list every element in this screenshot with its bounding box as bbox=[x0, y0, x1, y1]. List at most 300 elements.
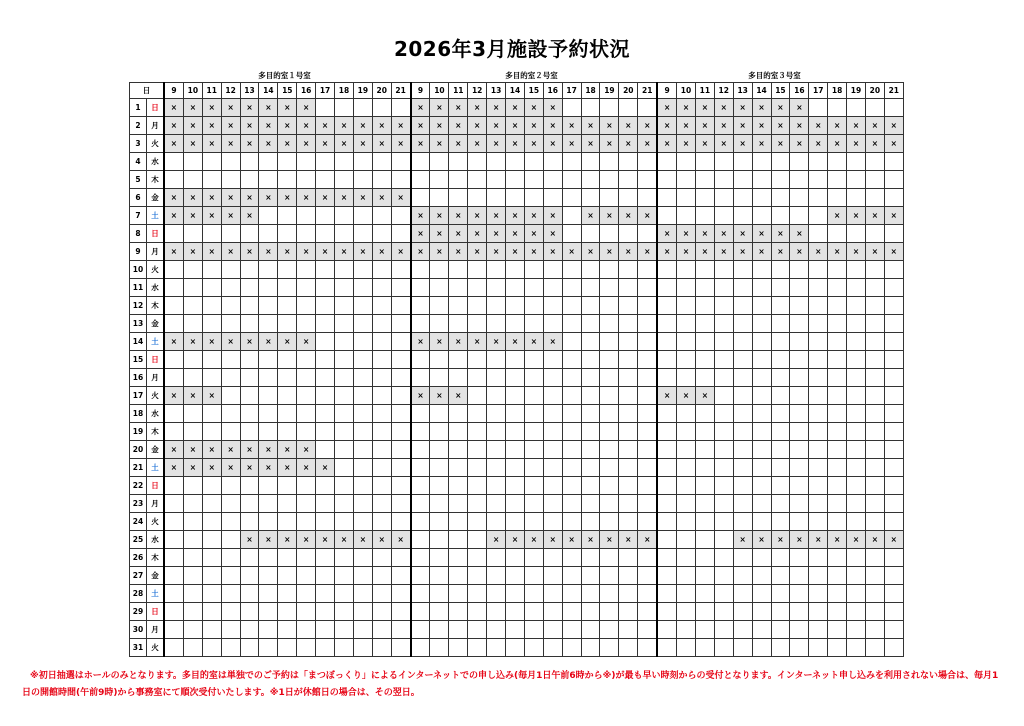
day-of-week: 火 bbox=[147, 135, 165, 153]
booked-slot: × bbox=[752, 99, 771, 117]
open-slot bbox=[752, 549, 771, 567]
open-slot bbox=[411, 351, 430, 369]
open-slot bbox=[335, 477, 354, 495]
booked-slot: × bbox=[771, 225, 790, 243]
day-number: 30 bbox=[130, 621, 147, 639]
open-slot bbox=[202, 513, 221, 531]
open-slot bbox=[543, 315, 562, 333]
booked-slot: × bbox=[430, 207, 449, 225]
open-slot bbox=[884, 477, 903, 495]
open-slot bbox=[752, 459, 771, 477]
open-slot bbox=[430, 369, 449, 387]
booked-slot: × bbox=[468, 243, 487, 261]
open-slot bbox=[847, 99, 866, 117]
day-header: 日 bbox=[130, 83, 165, 99]
open-slot bbox=[411, 171, 430, 189]
booked-slot: × bbox=[259, 333, 278, 351]
open-slot bbox=[733, 423, 752, 441]
day-of-week: 日 bbox=[147, 351, 165, 369]
open-slot bbox=[278, 207, 297, 225]
open-slot bbox=[164, 261, 183, 279]
table-row bbox=[130, 531, 904, 549]
open-slot bbox=[847, 279, 866, 297]
open-slot bbox=[411, 441, 430, 459]
booked-slot: × bbox=[733, 117, 752, 135]
open-slot bbox=[677, 459, 696, 477]
open-slot bbox=[581, 261, 600, 279]
open-slot bbox=[449, 639, 468, 657]
open-slot bbox=[221, 279, 240, 297]
open-slot bbox=[221, 225, 240, 243]
open-slot bbox=[391, 387, 410, 405]
open-slot bbox=[847, 153, 866, 171]
open-slot bbox=[316, 567, 335, 585]
open-slot bbox=[790, 603, 809, 621]
booked-slot: × bbox=[411, 99, 430, 117]
open-slot bbox=[752, 171, 771, 189]
open-slot bbox=[543, 189, 562, 207]
open-slot bbox=[543, 621, 562, 639]
booked-slot: × bbox=[449, 99, 468, 117]
open-slot bbox=[449, 279, 468, 297]
open-slot bbox=[638, 351, 657, 369]
open-slot bbox=[468, 621, 487, 639]
booked-slot: × bbox=[221, 207, 240, 225]
open-slot bbox=[164, 153, 183, 171]
open-slot bbox=[809, 369, 828, 387]
open-slot bbox=[487, 279, 506, 297]
open-slot bbox=[372, 477, 391, 495]
open-slot bbox=[581, 279, 600, 297]
open-slot bbox=[259, 549, 278, 567]
open-slot bbox=[752, 387, 771, 405]
booked-slot: × bbox=[695, 117, 714, 135]
booked-slot: × bbox=[278, 99, 297, 117]
booked-slot: × bbox=[524, 333, 543, 351]
booked-slot: × bbox=[202, 333, 221, 351]
booked-slot: × bbox=[809, 243, 828, 261]
open-slot bbox=[733, 585, 752, 603]
open-slot bbox=[619, 621, 638, 639]
open-slot bbox=[164, 639, 183, 657]
open-slot bbox=[865, 405, 884, 423]
open-slot bbox=[297, 297, 316, 315]
open-slot bbox=[657, 549, 676, 567]
open-slot bbox=[657, 567, 676, 585]
booked-slot: × bbox=[240, 135, 259, 153]
open-slot bbox=[411, 369, 430, 387]
booked-slot: × bbox=[202, 459, 221, 477]
booked-slot: × bbox=[562, 135, 581, 153]
open-slot bbox=[372, 315, 391, 333]
open-slot bbox=[316, 369, 335, 387]
table-row bbox=[130, 333, 904, 351]
booked-slot: × bbox=[202, 387, 221, 405]
open-slot bbox=[391, 153, 410, 171]
booked-slot: × bbox=[372, 135, 391, 153]
open-slot bbox=[600, 369, 619, 387]
open-slot bbox=[297, 315, 316, 333]
open-slot bbox=[372, 549, 391, 567]
open-slot bbox=[316, 153, 335, 171]
open-slot bbox=[847, 423, 866, 441]
open-slot bbox=[240, 621, 259, 639]
open-slot bbox=[733, 441, 752, 459]
booked-slot: × bbox=[335, 117, 354, 135]
open-slot bbox=[619, 225, 638, 243]
booked-slot: × bbox=[657, 99, 676, 117]
open-slot bbox=[695, 153, 714, 171]
open-slot bbox=[316, 549, 335, 567]
open-slot bbox=[278, 495, 297, 513]
open-slot bbox=[278, 423, 297, 441]
day-of-week: 水 bbox=[147, 153, 165, 171]
booked-slot: × bbox=[677, 135, 696, 153]
open-slot bbox=[353, 549, 372, 567]
day-of-week: 月 bbox=[147, 495, 165, 513]
open-slot bbox=[847, 333, 866, 351]
open-slot bbox=[562, 333, 581, 351]
open-slot bbox=[411, 189, 430, 207]
open-slot bbox=[714, 603, 733, 621]
open-slot bbox=[884, 603, 903, 621]
open-slot bbox=[468, 369, 487, 387]
open-slot bbox=[771, 477, 790, 495]
open-slot bbox=[391, 621, 410, 639]
open-slot bbox=[600, 423, 619, 441]
open-slot bbox=[790, 279, 809, 297]
booked-slot: × bbox=[733, 99, 752, 117]
open-slot bbox=[809, 459, 828, 477]
open-slot bbox=[657, 531, 676, 549]
day-number: 23 bbox=[130, 495, 147, 513]
booked-slot: × bbox=[790, 117, 809, 135]
day-of-week: 金 bbox=[147, 441, 165, 459]
day-number: 11 bbox=[130, 279, 147, 297]
open-slot bbox=[221, 567, 240, 585]
table-row bbox=[130, 243, 904, 261]
booked-slot: × bbox=[714, 243, 733, 261]
open-slot bbox=[714, 153, 733, 171]
booked-slot: × bbox=[411, 117, 430, 135]
open-slot bbox=[884, 549, 903, 567]
open-slot bbox=[449, 549, 468, 567]
open-slot bbox=[714, 621, 733, 639]
table-row bbox=[130, 387, 904, 405]
open-slot bbox=[562, 459, 581, 477]
open-slot bbox=[600, 405, 619, 423]
open-slot bbox=[809, 603, 828, 621]
table-row bbox=[130, 477, 904, 495]
open-slot bbox=[677, 279, 696, 297]
open-slot bbox=[600, 99, 619, 117]
open-slot bbox=[771, 639, 790, 657]
hour-header: 20 bbox=[865, 83, 884, 99]
open-slot bbox=[468, 189, 487, 207]
open-slot bbox=[581, 189, 600, 207]
day-of-week: 土 bbox=[147, 459, 165, 477]
booked-slot: × bbox=[524, 243, 543, 261]
open-slot bbox=[372, 351, 391, 369]
open-slot bbox=[884, 351, 903, 369]
open-slot bbox=[847, 567, 866, 585]
open-slot bbox=[828, 171, 847, 189]
booked-slot: × bbox=[372, 117, 391, 135]
open-slot bbox=[828, 387, 847, 405]
booked-slot: × bbox=[752, 225, 771, 243]
open-slot bbox=[752, 207, 771, 225]
booked-slot: × bbox=[297, 243, 316, 261]
open-slot bbox=[524, 567, 543, 585]
open-slot bbox=[543, 639, 562, 657]
open-slot bbox=[714, 495, 733, 513]
open-slot bbox=[411, 531, 430, 549]
booked-slot: × bbox=[164, 333, 183, 351]
open-slot bbox=[297, 585, 316, 603]
booked-slot: × bbox=[202, 441, 221, 459]
open-slot bbox=[714, 549, 733, 567]
open-slot bbox=[524, 171, 543, 189]
table-row bbox=[130, 423, 904, 441]
open-slot bbox=[524, 549, 543, 567]
open-slot bbox=[449, 351, 468, 369]
open-slot bbox=[828, 405, 847, 423]
open-slot bbox=[278, 405, 297, 423]
open-slot bbox=[183, 495, 202, 513]
open-slot bbox=[790, 549, 809, 567]
open-slot bbox=[335, 441, 354, 459]
open-slot bbox=[771, 207, 790, 225]
booked-slot: × bbox=[391, 531, 410, 549]
booked-slot: × bbox=[619, 531, 638, 549]
open-slot bbox=[562, 153, 581, 171]
day-number: 26 bbox=[130, 549, 147, 567]
open-slot bbox=[733, 261, 752, 279]
open-slot bbox=[164, 621, 183, 639]
open-slot bbox=[884, 297, 903, 315]
booked-slot: × bbox=[733, 531, 752, 549]
open-slot bbox=[847, 315, 866, 333]
open-slot bbox=[487, 423, 506, 441]
booked-slot: × bbox=[164, 207, 183, 225]
booked-slot: × bbox=[202, 207, 221, 225]
open-slot bbox=[638, 513, 657, 531]
booked-slot: × bbox=[164, 117, 183, 135]
open-slot bbox=[524, 459, 543, 477]
booked-slot: × bbox=[259, 99, 278, 117]
open-slot bbox=[884, 513, 903, 531]
open-slot bbox=[524, 153, 543, 171]
open-slot bbox=[543, 477, 562, 495]
open-slot bbox=[297, 495, 316, 513]
booked-slot: × bbox=[543, 135, 562, 153]
open-slot bbox=[714, 585, 733, 603]
open-slot bbox=[259, 495, 278, 513]
open-slot bbox=[411, 315, 430, 333]
open-slot bbox=[372, 621, 391, 639]
open-slot bbox=[391, 207, 410, 225]
open-slot bbox=[411, 549, 430, 567]
open-slot bbox=[506, 405, 525, 423]
open-slot bbox=[771, 369, 790, 387]
open-slot bbox=[600, 621, 619, 639]
open-slot bbox=[771, 333, 790, 351]
open-slot bbox=[278, 153, 297, 171]
booked-slot: × bbox=[695, 243, 714, 261]
open-slot bbox=[638, 315, 657, 333]
open-slot bbox=[316, 387, 335, 405]
booked-slot: × bbox=[449, 207, 468, 225]
open-slot bbox=[278, 225, 297, 243]
open-slot bbox=[733, 567, 752, 585]
open-slot bbox=[809, 279, 828, 297]
open-slot bbox=[752, 279, 771, 297]
open-slot bbox=[638, 405, 657, 423]
open-slot bbox=[562, 585, 581, 603]
open-slot bbox=[259, 297, 278, 315]
booked-slot: × bbox=[695, 99, 714, 117]
open-slot bbox=[733, 459, 752, 477]
open-slot bbox=[316, 603, 335, 621]
open-slot bbox=[562, 297, 581, 315]
open-slot bbox=[543, 567, 562, 585]
booked-slot: × bbox=[884, 531, 903, 549]
open-slot bbox=[677, 189, 696, 207]
open-slot bbox=[278, 513, 297, 531]
open-slot bbox=[391, 225, 410, 243]
open-slot bbox=[790, 171, 809, 189]
open-slot bbox=[449, 477, 468, 495]
open-slot bbox=[581, 225, 600, 243]
open-slot bbox=[695, 639, 714, 657]
open-slot bbox=[771, 351, 790, 369]
open-slot bbox=[468, 351, 487, 369]
open-slot bbox=[353, 513, 372, 531]
hour-header: 13 bbox=[240, 83, 259, 99]
open-slot bbox=[884, 423, 903, 441]
day-of-week: 月 bbox=[147, 117, 165, 135]
booked-slot: × bbox=[600, 531, 619, 549]
open-slot bbox=[562, 315, 581, 333]
day-of-week: 土 bbox=[147, 333, 165, 351]
open-slot bbox=[316, 405, 335, 423]
open-slot bbox=[353, 171, 372, 189]
open-slot bbox=[790, 621, 809, 639]
open-slot bbox=[278, 585, 297, 603]
open-slot bbox=[202, 315, 221, 333]
open-slot bbox=[733, 495, 752, 513]
page-title: 2026年3月施設予約状況 bbox=[393, 37, 631, 61]
open-slot bbox=[430, 621, 449, 639]
booked-slot: × bbox=[259, 135, 278, 153]
open-slot bbox=[487, 171, 506, 189]
open-slot bbox=[259, 225, 278, 243]
open-slot bbox=[372, 585, 391, 603]
open-slot bbox=[790, 513, 809, 531]
room-label-1: 多目的室１号室 bbox=[258, 71, 311, 80]
open-slot bbox=[468, 477, 487, 495]
open-slot bbox=[809, 387, 828, 405]
open-slot bbox=[506, 153, 525, 171]
open-slot bbox=[524, 495, 543, 513]
open-slot bbox=[657, 423, 676, 441]
header-row bbox=[130, 83, 904, 99]
open-slot bbox=[600, 513, 619, 531]
booked-slot: × bbox=[506, 207, 525, 225]
open-slot bbox=[638, 549, 657, 567]
open-slot bbox=[391, 423, 410, 441]
open-slot bbox=[771, 279, 790, 297]
day-of-week: 水 bbox=[147, 405, 165, 423]
open-slot bbox=[733, 153, 752, 171]
open-slot bbox=[353, 297, 372, 315]
open-slot bbox=[695, 297, 714, 315]
open-slot bbox=[884, 459, 903, 477]
open-slot bbox=[183, 639, 202, 657]
open-slot bbox=[543, 513, 562, 531]
open-slot bbox=[430, 459, 449, 477]
open-slot bbox=[619, 351, 638, 369]
open-slot bbox=[543, 369, 562, 387]
open-slot bbox=[335, 369, 354, 387]
open-slot bbox=[278, 315, 297, 333]
open-slot bbox=[202, 423, 221, 441]
open-slot bbox=[714, 261, 733, 279]
booked-slot: × bbox=[562, 117, 581, 135]
open-slot bbox=[752, 567, 771, 585]
booked-slot: × bbox=[657, 243, 676, 261]
open-slot bbox=[562, 603, 581, 621]
open-slot bbox=[600, 333, 619, 351]
hour-header: 21 bbox=[638, 83, 657, 99]
open-slot bbox=[790, 495, 809, 513]
open-slot bbox=[164, 549, 183, 567]
open-slot bbox=[638, 369, 657, 387]
open-slot bbox=[562, 567, 581, 585]
booked-slot: × bbox=[714, 117, 733, 135]
open-slot bbox=[771, 603, 790, 621]
hour-header: 16 bbox=[297, 83, 316, 99]
booked-slot: × bbox=[240, 99, 259, 117]
booked-slot: × bbox=[411, 225, 430, 243]
open-slot bbox=[259, 513, 278, 531]
open-slot bbox=[430, 477, 449, 495]
open-slot bbox=[297, 225, 316, 243]
open-slot bbox=[619, 513, 638, 531]
hour-header: 11 bbox=[695, 83, 714, 99]
day-of-week: 木 bbox=[147, 171, 165, 189]
day-number: 14 bbox=[130, 333, 147, 351]
booked-slot: × bbox=[411, 207, 430, 225]
day-of-week: 日 bbox=[147, 225, 165, 243]
booked-slot: × bbox=[449, 225, 468, 243]
open-slot bbox=[809, 207, 828, 225]
booked-slot: × bbox=[183, 243, 202, 261]
open-slot bbox=[449, 189, 468, 207]
open-slot bbox=[240, 387, 259, 405]
open-slot bbox=[695, 189, 714, 207]
open-slot bbox=[752, 621, 771, 639]
open-slot bbox=[297, 153, 316, 171]
open-slot bbox=[619, 549, 638, 567]
open-slot bbox=[619, 459, 638, 477]
booked-slot: × bbox=[449, 135, 468, 153]
open-slot bbox=[524, 639, 543, 657]
open-slot bbox=[581, 171, 600, 189]
open-slot bbox=[847, 189, 866, 207]
open-slot bbox=[506, 459, 525, 477]
open-slot bbox=[733, 333, 752, 351]
